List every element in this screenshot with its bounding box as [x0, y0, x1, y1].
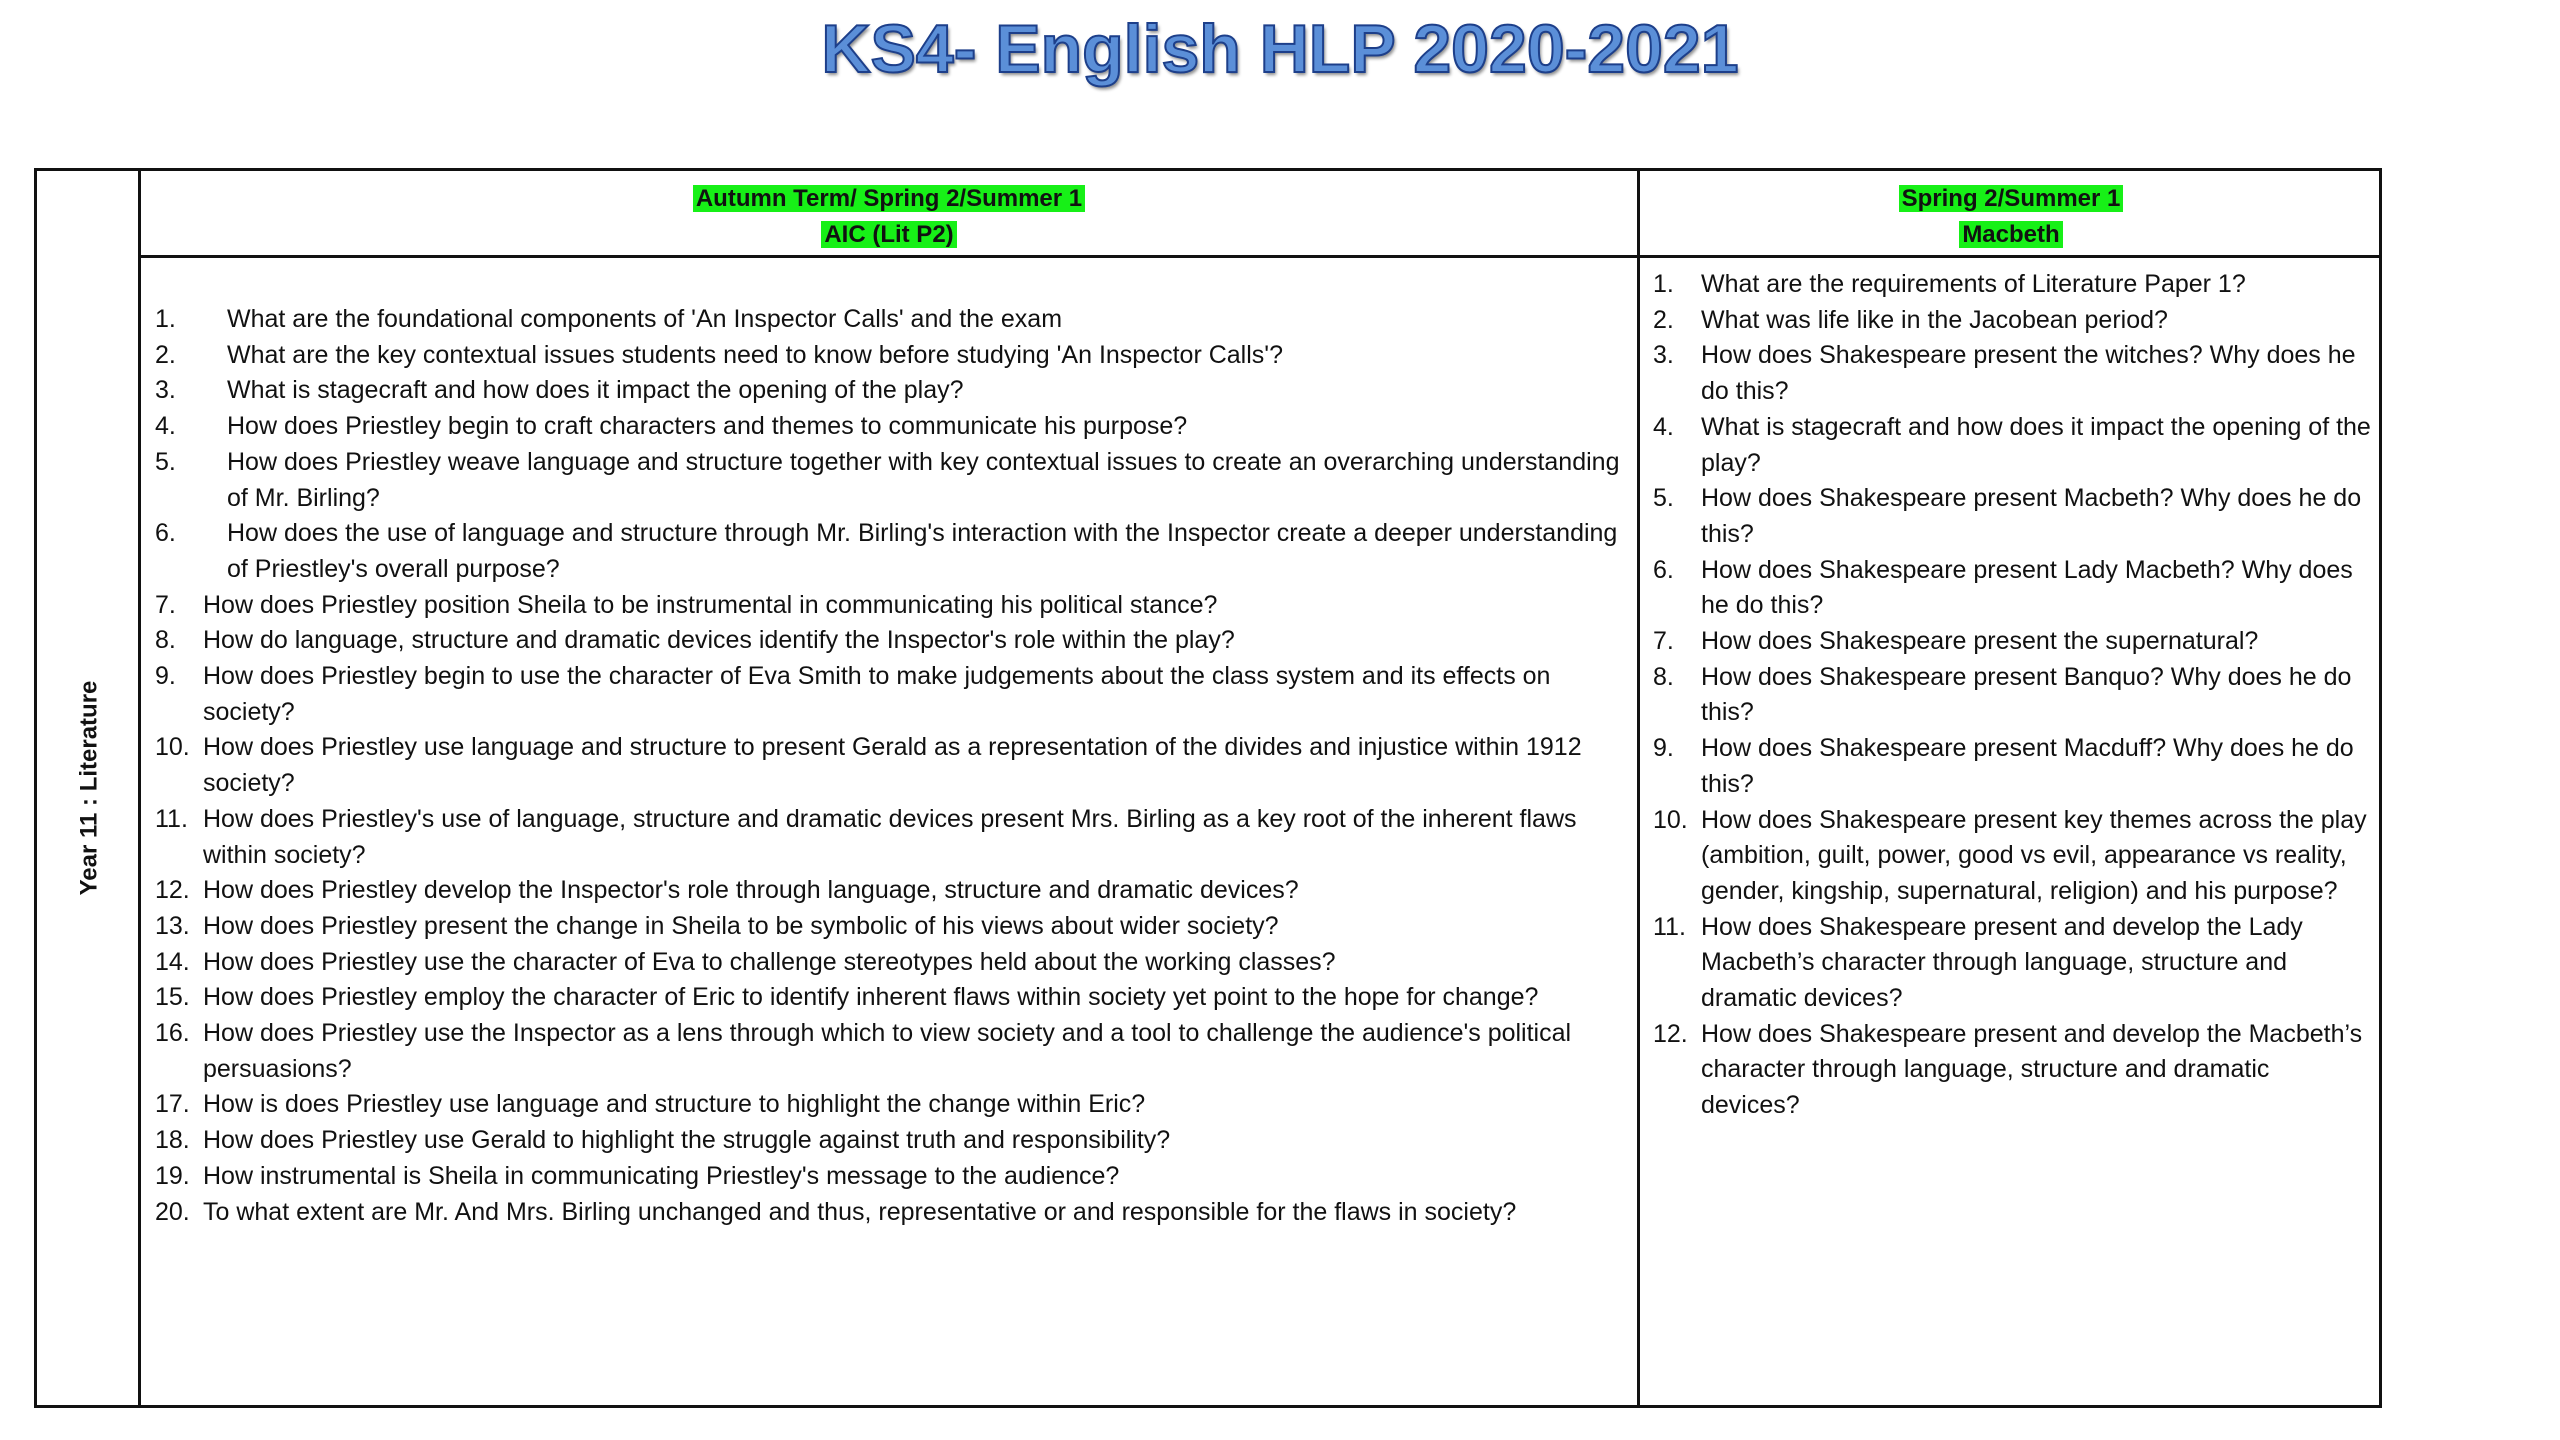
question-text: To what extent are Mr. And Mrs. Birling unchanged and thus, representative or and responsible for the flaws in society?: [203, 1197, 1517, 1226]
question-item: [1653, 803, 2371, 910]
question-item: [1653, 910, 2371, 1017]
question-number: 10.: [1653, 805, 1688, 834]
question-text: What is stagecraft and how does it impact the opening of the play?: [1701, 412, 2371, 477]
question-number: 11.: [1653, 912, 1686, 941]
question-number: 15.: [155, 983, 190, 1012]
question-number: 17.: [155, 1090, 190, 1119]
question-number: 9.: [1653, 734, 1674, 763]
question-text: How is does Priestley use language and structure to highlight the change within Eric?: [203, 1090, 1146, 1119]
row-label: Year 11 : Literature: [75, 680, 102, 896]
question-number: 3.: [155, 376, 176, 405]
question-text: How does Shakespeare present Macduff? Why does he do this?: [1701, 734, 2354, 798]
column-heading-macbeth: [1640, 181, 2382, 253]
column-divider: [1637, 171, 1640, 1405]
question-number: 5.: [1653, 484, 1674, 513]
question-text: How does Priestley use language and structure to present Gerald as a representation of the divides and injustice within 1912 society?: [203, 733, 1582, 798]
heading-text: AIC (Lit P2): [821, 221, 956, 248]
question-number: 4.: [1653, 412, 1674, 441]
heading-term: Autumn Term/ Spring 2/Summer 1: [693, 185, 1085, 212]
question-item: [155, 623, 1625, 659]
column-heading-aic: [141, 181, 1637, 253]
question-text: What was life like in the Jacobean period?: [1701, 305, 2168, 334]
question-text: How does Shakespeare present Banquo? Why does he do this?: [1701, 662, 2352, 727]
question-number: 10.: [155, 733, 190, 762]
question-text: How does Shakespeare present Lady Macbeth? Why does he do this?: [1701, 555, 2353, 620]
question-number: 2.: [155, 340, 176, 369]
question-item: [1653, 660, 2371, 731]
question-number: 19.: [155, 1161, 190, 1190]
question-number: 14.: [155, 947, 190, 976]
question-number: 12.: [1653, 1019, 1688, 1048]
question-item: [1653, 731, 2371, 802]
question-text: What are the requirements of Literature Paper 1?: [1701, 270, 2246, 298]
question-text: How does Priestley employ the character of Eric to identify inherent flaws within society yet point to the hope for change?: [203, 983, 1539, 1012]
question-text: How does Shakespeare present Macbeth? Why does he do this?: [1701, 484, 2362, 548]
question-item: [155, 1195, 1625, 1231]
question-number: 20.: [155, 1197, 190, 1226]
question-item: [155, 873, 1625, 909]
question-text: How does Shakespeare present key themes across the play (ambition, guilt, power, good vs evil, appearance vs reality, gender, kingship, supernatural, religion) and his purpose?: [1701, 805, 2367, 905]
question-item: [155, 980, 1625, 1016]
question-number: 3.: [1653, 341, 1674, 370]
question-item: [1653, 410, 2371, 481]
question-item: [155, 1087, 1625, 1123]
header-divider: [138, 255, 2379, 258]
row-label-cell: [37, 171, 141, 1405]
question-text: How does Shakespeare present and develop the Macbeth’s character through language, structure and dramatic devices?: [1701, 1019, 2363, 1120]
heading-term: Spring 2/Summer 1: [1899, 185, 2124, 212]
question-number: 16.: [155, 1019, 190, 1048]
question-text: What are the key contextual issues students need to know before studying 'An Inspector Calls'?: [227, 340, 1283, 369]
question-text: What are the foundational components of 'An Inspector Calls' and the exam: [227, 305, 1063, 333]
question-number: 2.: [1653, 305, 1674, 334]
question-number: 18.: [155, 1126, 190, 1155]
question-item: [155, 373, 1625, 409]
question-text: How does Priestley begin to use the character of Eva Smith to make judgements about the class system and its effects on society?: [203, 662, 1551, 726]
question-item: [155, 445, 1625, 516]
question-item: [155, 1016, 1625, 1087]
question-number: 4.: [155, 412, 176, 441]
question-text: How does Priestley weave language and structure together with key contextual issues to create an overarching understanding of Mr. Birling?: [227, 447, 1620, 512]
question-number: 11.: [155, 804, 188, 833]
question-text: How does Priestley position Sheila to be instrumental in communicating his political stance?: [203, 590, 1218, 619]
question-text: How does Priestley begin to craft characters and themes to communicate his purpose?: [227, 412, 1188, 441]
question-text: How does Priestley's use of language, structure and dramatic devices present Mrs. Birling as a key root of the inherent flaws within society?: [203, 804, 1577, 869]
question-item: [155, 909, 1625, 945]
question-item: [155, 659, 1625, 730]
plan-table: [34, 168, 2382, 1408]
question-text: How instrumental is Sheila in communicating Priestley's message to the audience?: [203, 1161, 1120, 1190]
question-number: 8.: [1653, 662, 1674, 691]
question-item: [1653, 553, 2371, 624]
question-item: [1653, 338, 2371, 409]
question-text: How does Priestley use the character of Eva to challenge stereotypes held about the working classes?: [203, 947, 1336, 976]
question-item: [1653, 267, 2371, 303]
question-number: 6.: [1653, 555, 1674, 584]
question-number: 1.: [1653, 270, 1674, 298]
question-item: [155, 588, 1625, 624]
question-text: How do language, structure and dramatic devices identify the Inspector's role within the play?: [203, 626, 1235, 655]
question-number: 7.: [155, 590, 176, 619]
question-text: How does Priestley use the Inspector as a lens through which to view society and a tool to challenge the audience's political persuasions?: [203, 1019, 1572, 1083]
question-number: 13.: [155, 911, 190, 940]
question-text: How does Shakespeare present the witches? Why does he do this?: [1701, 341, 2356, 406]
question-text: How does Shakespeare present the supernatural?: [1701, 627, 2259, 656]
page-title: KS4- English HLP 2020-2021: [821, 11, 1739, 87]
question-text: How does Priestley use Gerald to highlight the struggle against truth and responsibility?: [203, 1126, 1171, 1155]
question-number: 12.: [155, 876, 190, 905]
question-item: [1653, 624, 2371, 660]
question-item: [1653, 303, 2371, 339]
question-number: 1.: [155, 305, 176, 333]
question-item: [155, 1159, 1625, 1195]
question-item: [155, 409, 1625, 445]
question-number: 5.: [155, 447, 176, 476]
question-text: How does Priestley develop the Inspector's role through language, structure and dramatic devices?: [203, 876, 1299, 905]
question-text: How does Shakespeare present and develop the Lady Macbeth’s character through language, structure and dramatic devices?: [1701, 912, 2303, 1013]
question-number: 7.: [1653, 627, 1674, 656]
question-item: [155, 516, 1625, 587]
question-item: [155, 945, 1625, 981]
question-number: 9.: [155, 662, 176, 691]
question-item: [155, 1123, 1625, 1159]
question-item: [1653, 1017, 2371, 1124]
question-item: [155, 802, 1625, 873]
question-item: [1653, 481, 2371, 552]
question-number: 6.: [155, 519, 176, 548]
question-list-aic: [155, 302, 1625, 1230]
question-text: How does Priestley present the change in Sheila to be symbolic of his views about wider society?: [203, 911, 1279, 940]
question-text: How does the use of language and structure through Mr. Birling's interaction with the Inspector create a deeper understanding of Priestley's overall purpose?: [227, 519, 1618, 583]
question-item: [155, 730, 1625, 801]
question-number: 8.: [155, 626, 176, 655]
heading-text: Macbeth: [1959, 221, 2062, 248]
question-text: What is stagecraft and how does it impact the opening of the play?: [227, 376, 964, 405]
question-item: [155, 302, 1625, 338]
question-item: [155, 338, 1625, 374]
question-list-macbeth: [1653, 267, 2371, 1124]
